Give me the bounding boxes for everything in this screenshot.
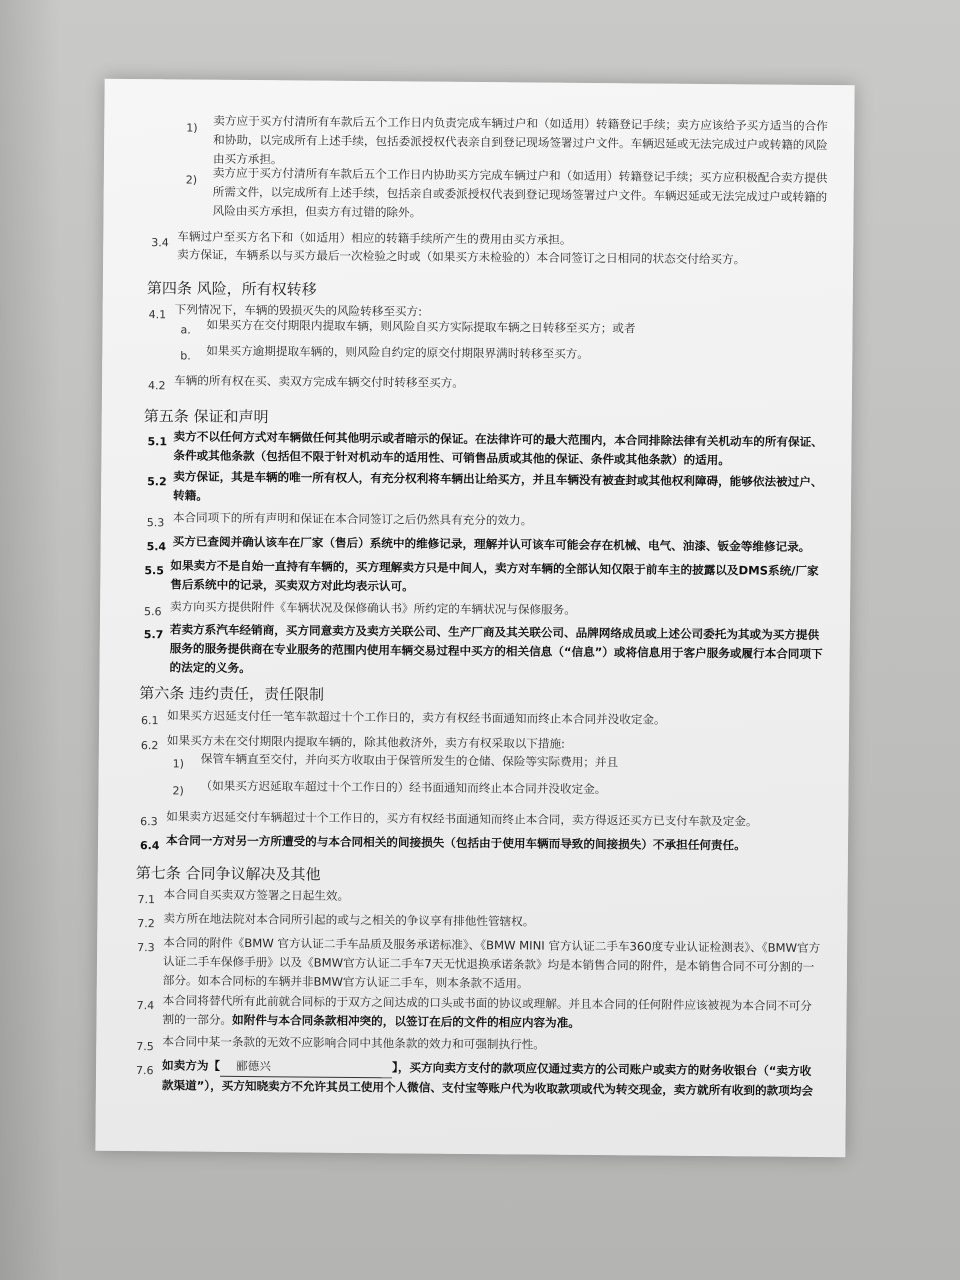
hand-shadow xyxy=(0,0,60,1280)
clause-text: 本合同自买卖双方签署之日起生效。 xyxy=(163,887,350,903)
clause-number: 7.6 xyxy=(135,1064,154,1078)
clause-number: 5.4 xyxy=(146,540,167,554)
item-text: （如果买方迟延取车超过十个工作日的）经书面通知而终止本合同并没收定金。 xyxy=(200,778,607,797)
clause-text: 下列情况下，车辆的毁损灭失的风险转移至买方: xyxy=(174,302,423,319)
clause-text: 如果卖方迟延交付车辆超过十个工作日的，买方有权经书面通知而终止本合同，卖方得返还买方已支付车款及定金。 xyxy=(166,809,758,829)
sub-item-text: 如果买方在交付期限内提取车辆，则风险自买方实际提取车辆之日转移至买方；或者 xyxy=(206,317,636,336)
clause-number: 7.3 xyxy=(137,941,155,955)
clause-text: 如果买方迟延支付任一笔车款超过十个工作日的，卖方有权经书面通知而终止本合同并没收定金。 xyxy=(167,708,666,727)
seller-suffix: 】，买方向卖方支付的款项应仅通过卖方的公司账户或卖方的财务收银台（“卖方收款渠道”），买方知晓卖方不允许其员工使用个人微信、支付宝等账户代为收取款项或代为转交现金，卖方就所有收到的款项均会 xyxy=(161,1060,814,1098)
clause-number: 7.4 xyxy=(136,999,155,1013)
clause-number: 5.5 xyxy=(144,564,164,578)
clause-text: 车辆过户至买方名下和（如适用）相应的转籍手续所产生的费用由买方承担。 xyxy=(177,229,572,247)
clause-text: 卖方保证，其是车辆的唯一所有权人，有充分权利将车辆出让给买方，并且车辆没有被查封或其他权利障碍，能够依法被过户、转籍。 xyxy=(172,469,823,503)
sub-item-letter: a. xyxy=(180,323,191,337)
clause-number: 3.4 xyxy=(151,236,169,250)
clause-number: 5.1 xyxy=(147,435,168,449)
clause-number: 7.2 xyxy=(137,917,155,931)
seller-prefix: 如卖方为【 xyxy=(162,1058,221,1073)
clause-number: 5.6 xyxy=(143,605,162,619)
sub-item-text: 如果买方逾期提取车辆的，则风险自约定的原交付期限界满时转移至买方。 xyxy=(206,343,589,361)
clause-text-bold: 如附件与本合同条款相冲突的，以签订在后的文件的相应内容为准。 xyxy=(232,1012,580,1030)
clause-text xyxy=(162,991,822,1035)
clause-number: 5.7 xyxy=(143,628,164,642)
clause-text xyxy=(162,1056,822,1101)
item-number: 2) xyxy=(172,784,184,798)
item-number: 2) xyxy=(185,173,198,187)
clause-text-normal: 本合同将替代所有此前就合同标的于双方之间达成的口头或书面的协议或理解。并且本合同的任何附件应该被视为本合同不可分割的一部分。 xyxy=(162,993,812,1027)
item-number: 1) xyxy=(172,757,185,771)
clause-number: 4.1 xyxy=(148,308,167,322)
clause-text: 卖方所在地法院对本合同所引起的或与之相关的争议享有排他性管辖权。 xyxy=(163,911,535,929)
clause-text: 如果买方未在交付期限内提取车辆的，除其他救济外，卖方有权采取以下措施: xyxy=(166,733,566,751)
clause-text: 卖方保证，车辆系以与买方最后一次检验之时或（如果买方未检验的）本合同签订之日相同的状态交付给买方。 xyxy=(177,247,746,267)
section-heading: 第四条 风险，所有权转移 xyxy=(146,279,317,299)
item-text: 保管车辆直至交付，并向买方收取由于保管所发生的仓储、保险等实际费用；并且 xyxy=(200,751,619,770)
clause-text: 卖方向买方提供附件《车辆状况及保修确认书》所约定的车辆状况与保修服务。 xyxy=(170,599,576,617)
clause-text: 若卖方系汽车经销商，买方同意卖方及卖方关联公司、生产厂商及其关联公司、品牌网络成员或上述公司委托为其或为买方提供服务的服务提供商在专业服务的范围内使用车辆交易过程中买方的相关信息（“信息”）或将信息用于客户服务或履行本合同项下的法定的义务。 xyxy=(169,622,823,676)
clause-number: 5.3 xyxy=(146,516,165,530)
clause-text: 本合同项下的所有声明和保证在本合同签订之后仍然具有充分的效力。 xyxy=(172,510,533,528)
clause-number: 6.4 xyxy=(139,839,160,853)
clause-text: 买方已查阅并确认该车在厂家（售后）系统中的维修记录，理解并认可该车可能会存在机械、电气、油漆、钣金等维修记录。 xyxy=(172,534,811,554)
clause-text: 本合同的附件《BMW 官方认证二手车品质及服务承诺标准》、《BMW MINI 官方认证二手车360度专业认证检测表》、《BMW官方认证二手车保修手册》以及《BMW官方认证二手车7天无忧退换承诺条款》均是本销售合同的附件，是本销售合同不可分割的一部分。如本合同标的车辆并非BMW官方认证二手车，则本条款不适用。 xyxy=(162,935,821,991)
clause-number: 7.5 xyxy=(136,1040,154,1054)
clause-text: 本合同一方对另一方所遭受的与本合同相关的间接损失（包括由于使用车辆而导致的间接损失）不承担任何责任。 xyxy=(165,833,746,853)
clause-number: 7.1 xyxy=(137,893,156,907)
item-text: 卖方应于买方付清所有车款后五个工作日内负责完成车辆过户和（如适用）转籍登记手续；卖方应该给予买方适当的合作和协助，以完成所有上述手续，包括委派授权代表亲自到登记现场签署过户文件。车辆迟延或无法完成过户或转籍的风险由买方承担。 xyxy=(212,113,828,167)
contract-page xyxy=(95,79,854,1158)
clause-number: 5.2 xyxy=(147,475,167,489)
section-heading: 第五条 保证和声明 xyxy=(143,407,269,427)
item-number: 1) xyxy=(186,121,198,135)
clause-number: 6.3 xyxy=(140,815,158,829)
seller-name-field: 郦德兴 xyxy=(220,1057,392,1079)
clause-number: 6.2 xyxy=(140,739,159,753)
clause-text: 车辆的所有权在买、卖双方完成车辆交付时转移至买方。 xyxy=(174,373,464,390)
clause-number: 4.2 xyxy=(147,379,166,393)
clause-text: 本合同中某一条款的无效不应影响合同中其他条款的效力和可强制执行性。 xyxy=(162,1034,545,1052)
section-heading: 第六条 违约责任，责任限制 xyxy=(139,684,325,704)
section-heading: 第七条 合同争议解决及其他 xyxy=(135,864,321,884)
sub-item-letter: b. xyxy=(180,349,191,363)
item-text: 卖方应于买方付清所有车款后五个工作日内协助买方完成车辆过户和（如适用）转籍登记手续；买方应积极配合卖方提供所需文件，以完成所有上述手续，包括亲自或委派授权代表到登记现场签署过户文件。车辆迟延或无法完成过户或转籍的风险由买方承担，但卖方有过错的除外。 xyxy=(212,165,828,220)
clause-text: 卖方不以任何方式对车辆做任何其他明示或者暗示的保证。在法律许可的最大范围内，本合同排除法律有关机动车的所有保证、条件或其他条款（包括但不限于针对机动车的适用性、可销售品质或其他的保证、条件或其他条款）的适用。 xyxy=(173,429,823,468)
contract-content xyxy=(95,79,854,1158)
clause-number: 6.1 xyxy=(141,714,159,728)
clause-text: 如果卖方不是自始一直持有车辆的，买方理解卖方只是中间人，卖方对车辆的全部认知仅限于前车主的披露以及DMS系统/厂家售后系统中的记录，买卖双方对此均表示认可。 xyxy=(170,558,819,594)
